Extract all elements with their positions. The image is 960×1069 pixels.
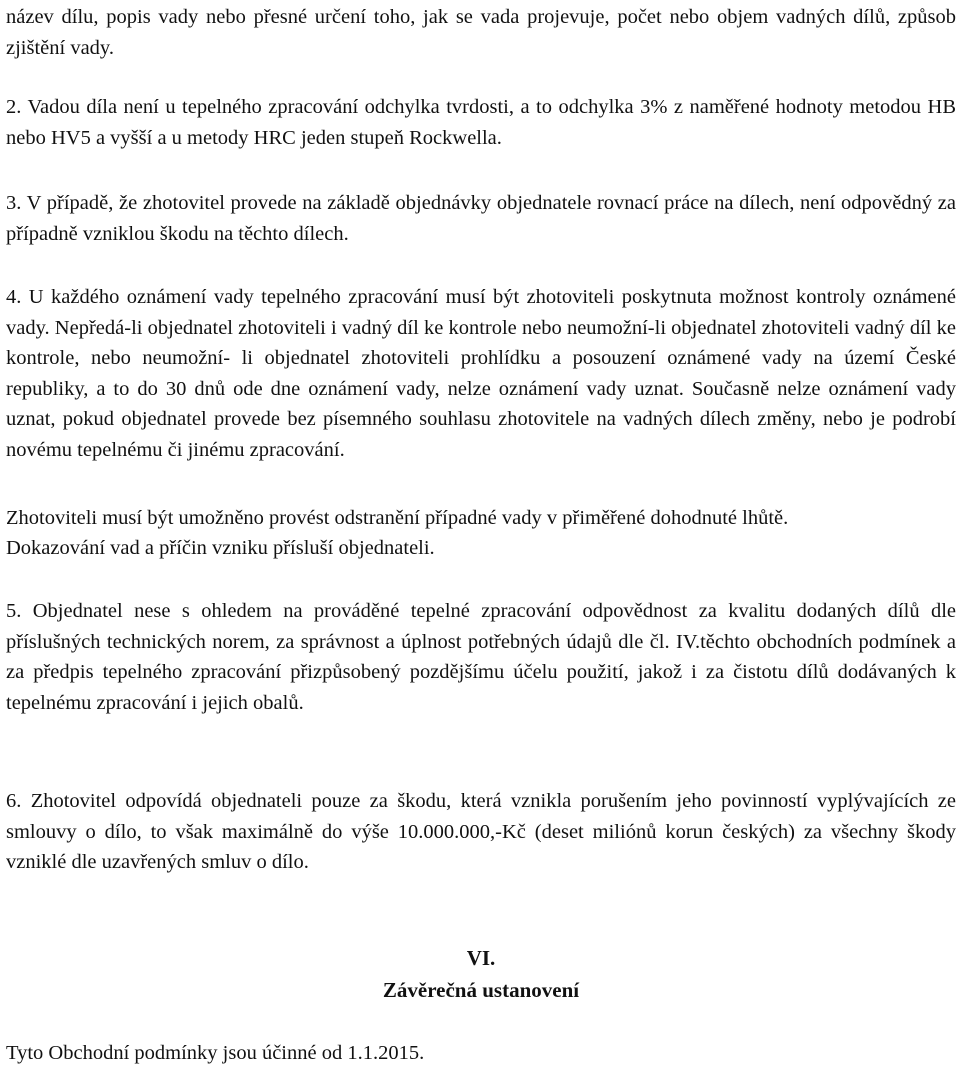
paragraph-6: 6. Zhotovitel odpovídá objednateli pouze za škodu, která vznikla porušením jeho povinností vyplývajících ze smlouvy o dílo, to však maximálně do výše 10.000.000,-Kč (deset miliónů korun českých) za všechny škody vzniklé dle uzavřených smluv o dílo. — [6, 790, 956, 873]
paragraph-intro: název dílu, popis vady nebo přesné určení toho, jak se vada projevuje, počet nebo objem vadných dílů, způsob zjištění vady. — [6, 6, 956, 59]
section-title: Závěrečná ustanovení — [382, 978, 580, 1002]
paragraph-3: 3. V případě, že zhotovitel provede na základě objednávky objednatele rovnací práce na dílech, není odpovědný za případně vzniklou škodu na těchto dílech. — [6, 192, 956, 245]
section-number: VI. — [466, 946, 496, 970]
paragraph-5: 5. Objednatel nese s ohledem na prováděné tepelné zpracování odpovědnost za kvalitu dodaných dílů dle příslušných technických norem, za správnost a úplnost potřebných údajů dle čl. IV.těchto obchodních podmínek a za předpis tepelného zpracování přizpůsobený pozdějšímu účelu použití, jakož i za čistotu dílů dodávaných k tepelnému zpracování i jejich obalů. — [6, 600, 956, 714]
paragraph-4: 4. U každého oznámení vady tepelného zpracování musí být zhotoviteli poskytnuta možnost kontroly oznámené vady. Nepředá-li objednatel zhotoviteli i vadný díl ke kontrole nebo neumožní-li objednatel zhotoviteli vadný díl ke kontrole, nebo neumožní- li objednatel zhotoviteli prohlídku a posouzení oznámené vady na území České republiky, a to do 30 dnů ode dne oznámení vady, nelze oznámení vady uznat. Současně nelze oznámení vady uznat, pokud objednatel provede bez písemného souhlasu zhotovitele na vadných dílech změny, nebo je podrobí novému tepelnému či jinému zpracování. — [6, 286, 956, 461]
paragraph-4-remedy: Zhotoviteli musí být umožněno provést odstranění případné vady v přiměřené dohodnuté lhůtě. — [6, 507, 789, 529]
paragraph-4-proof: Dokazování vad a příčin vzniku přísluší objednateli. — [6, 537, 435, 559]
paragraph-effective-date: Tyto Obchodní podmínky jsou účinné od 1.1.2015. — [6, 1042, 425, 1064]
paragraph-2: 2. Vadou díla není u tepelného zpracování odchylka tvrdosti, a to odchylka 3% z naměřené hodnoty metodou HB nebo HV5 a vyšší a u metody HRC jeden stupeň Rockwella. — [6, 96, 956, 149]
